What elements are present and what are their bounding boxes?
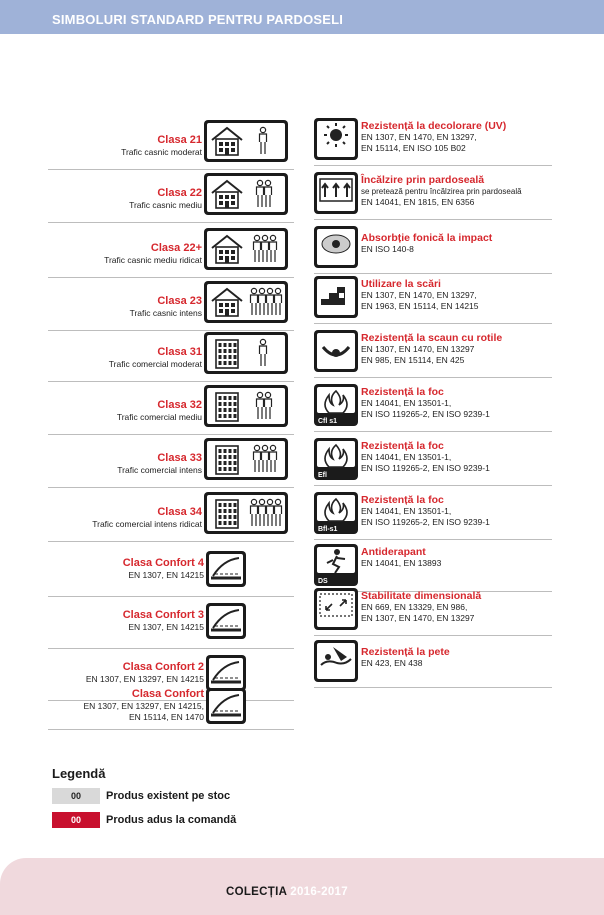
fire-icon xyxy=(314,438,358,480)
comfort-class-name: Clasa Confort 3 xyxy=(122,609,204,621)
comfort-class-text xyxy=(48,688,204,723)
comfort-class-standards: EN 1307, EN 13297, EN 14215 xyxy=(85,674,204,684)
row-divider xyxy=(48,434,294,435)
comfort-class-text xyxy=(48,609,204,633)
building-drawing xyxy=(208,496,246,530)
property-name: Rezistență la scaun cu rotile xyxy=(361,332,503,344)
people-drawing xyxy=(248,124,286,158)
fire-drawing xyxy=(317,387,355,415)
property-name: Încălzire prin pardoseală xyxy=(361,174,485,186)
building-drawing xyxy=(208,442,246,476)
traffic-class-name: Clasa 31 xyxy=(157,346,202,358)
traffic-class-row xyxy=(48,490,294,542)
traffic-class-description: Trafic casnic moderat xyxy=(121,147,202,157)
row-divider xyxy=(314,323,552,324)
property-row xyxy=(314,272,552,324)
sun-drawing xyxy=(317,121,355,149)
house-icon xyxy=(208,285,246,319)
traffic-class-row xyxy=(48,383,294,435)
traffic-class-text xyxy=(48,452,202,476)
traffic-class-name: Clasa 32 xyxy=(157,399,202,411)
traffic-class-name: Clasa 21 xyxy=(157,134,202,146)
property-standards: EN 14041, EN 13501-1, xyxy=(361,398,452,408)
property-text xyxy=(361,278,561,312)
traffic-class-row xyxy=(48,226,294,278)
comfort-class-standards: EN 1307, EN 14215 xyxy=(128,622,204,632)
class-number: 34 xyxy=(265,527,272,533)
comfort-class-text xyxy=(48,557,204,581)
building-icon xyxy=(208,336,246,370)
property-row xyxy=(314,380,552,432)
icon-inner xyxy=(209,691,243,721)
comfort-drawing xyxy=(209,554,243,584)
comfort-drawing xyxy=(209,691,243,721)
building-icon xyxy=(208,496,246,530)
icon-inner xyxy=(317,279,355,315)
people-icon xyxy=(248,389,286,423)
property-text xyxy=(361,494,561,528)
comfort-drawing xyxy=(209,606,243,636)
dimensional-stability-icon xyxy=(314,588,358,630)
floor-heating-drawing xyxy=(317,175,355,203)
traffic-class-text xyxy=(48,506,202,530)
property-standards: EN 14041, EN 1815, EN 6356 xyxy=(361,197,475,207)
comfort-drawing xyxy=(209,658,243,688)
fire-class-code: DS xyxy=(318,578,328,585)
people-icon xyxy=(248,124,286,158)
traffic-class-description: Trafic casnic intens xyxy=(129,308,202,318)
property-name: Stabilitate dimensională xyxy=(361,590,482,602)
icon-inner xyxy=(317,175,355,211)
footer-collection xyxy=(226,886,348,898)
comfort-class-standards: EN 1307, EN 13297, EN 14215, xyxy=(83,701,204,711)
comfort-class-text xyxy=(48,661,204,685)
property-text xyxy=(361,174,561,208)
floor-heating-icon xyxy=(314,172,358,214)
row-divider xyxy=(48,277,294,278)
stain-resistance-icon xyxy=(314,640,358,682)
dimensional-stability-drawing xyxy=(317,591,355,619)
house-icon xyxy=(208,232,246,266)
sound-absorption-drawing xyxy=(317,229,355,257)
residential-class-icon xyxy=(204,120,288,162)
commercial-class-icon xyxy=(204,492,288,534)
property-name: Rezistență la foc xyxy=(361,440,444,452)
property-row xyxy=(314,326,552,378)
property-standards: EN 1307, EN 1470, EN 13297, xyxy=(361,290,477,300)
house-drawing xyxy=(208,124,246,158)
traffic-class-name: Clasa 33 xyxy=(157,452,202,464)
traffic-class-name: Clasa 34 xyxy=(157,506,202,518)
comfort-class-standards: EN 1307, EN 14215 xyxy=(128,570,204,580)
commercial-class-icon xyxy=(204,332,288,374)
people-icon xyxy=(248,232,286,266)
residential-class-icon xyxy=(204,228,288,270)
fire-drawing xyxy=(317,441,355,469)
comfort-class-name: Clasa Confort 2 xyxy=(122,661,204,673)
traffic-class-row xyxy=(48,436,294,488)
property-row xyxy=(314,636,552,688)
property-standards: se pretează pentru încălzirea prin pardoseală xyxy=(361,187,522,196)
property-row xyxy=(314,488,552,540)
property-standards: EN ISO 140-8 xyxy=(361,244,414,254)
residential-class-icon xyxy=(204,281,288,323)
house-icon xyxy=(208,124,246,158)
property-name: Rezistență la decolorare (UV) xyxy=(361,120,507,132)
property-name: Antiderapant xyxy=(361,546,426,558)
icon-inner xyxy=(317,591,355,627)
castor-chair-icon xyxy=(314,330,358,372)
sun-icon xyxy=(314,118,358,160)
fire-icon xyxy=(314,384,358,426)
property-standards: EN ISO 119265-2, EN ISO 9239-1 xyxy=(361,517,490,527)
fire-drawing xyxy=(317,495,355,523)
people-drawing xyxy=(248,232,286,266)
traffic-class-text xyxy=(48,295,202,319)
fire-class-code: Cfl s1 xyxy=(318,418,338,425)
building-drawing xyxy=(208,336,246,370)
icon-inner xyxy=(209,554,243,584)
icon-inner xyxy=(317,387,355,413)
icon-inner xyxy=(317,441,355,467)
row-divider xyxy=(314,165,552,166)
icon-inner xyxy=(209,606,243,636)
people-icon xyxy=(248,336,286,370)
class-number: 21 xyxy=(265,155,272,161)
house-drawing xyxy=(208,177,246,211)
traffic-class-description: Trafic comercial moderat xyxy=(108,359,202,369)
commercial-class-icon xyxy=(204,438,288,480)
property-text xyxy=(361,546,561,569)
icon-inner xyxy=(209,658,243,688)
property-standards: EN 1963, EN 15114, EN 14215 xyxy=(361,301,479,311)
traffic-class-description: Trafic casnic mediu ridicat xyxy=(104,255,202,265)
sound-absorption-icon xyxy=(314,226,358,268)
traffic-class-text xyxy=(48,399,202,423)
commercial-class-icon xyxy=(204,385,288,427)
building-icon xyxy=(208,389,246,423)
people-drawing xyxy=(248,389,286,423)
property-standards: EN 985, EN 15114, EN 425 xyxy=(361,355,465,365)
property-standards: EN 14041, EN 13893 xyxy=(361,558,442,568)
traffic-class-text xyxy=(48,346,202,370)
house-drawing xyxy=(208,285,246,319)
stain-resistance-drawing xyxy=(317,643,355,671)
property-row xyxy=(314,168,552,220)
traffic-class-row xyxy=(48,118,294,170)
people-icon xyxy=(248,496,286,530)
row-divider xyxy=(314,219,552,220)
row-divider xyxy=(48,169,294,170)
property-name: Absorbție fonică la impact xyxy=(361,232,493,244)
legend-title: Legendă xyxy=(52,766,106,781)
property-standards: EN 1307, EN 1470, EN 13297 xyxy=(361,344,475,354)
icon-inner xyxy=(317,229,355,265)
people-icon xyxy=(248,285,286,319)
people-drawing xyxy=(248,336,286,370)
traffic-class-name: Clasa 22+ xyxy=(150,242,202,254)
icon-inner xyxy=(317,121,355,157)
property-name: Utilizare la scări xyxy=(361,278,441,290)
building-drawing xyxy=(208,389,246,423)
property-name: Rezistență la pete xyxy=(361,646,450,658)
comfort-class-icon xyxy=(206,551,246,587)
row-divider xyxy=(48,381,294,382)
traffic-class-text xyxy=(48,187,202,211)
property-text xyxy=(361,386,561,420)
icon-inner xyxy=(317,547,355,573)
property-name: Rezistență la foc xyxy=(361,386,444,398)
footer-collection-label: COLECȚIA xyxy=(226,886,287,898)
property-standards: EN 14041, EN 13501-1, xyxy=(361,506,452,516)
icon-inner xyxy=(317,495,355,521)
traffic-class-description: Trafic comercial mediu xyxy=(116,412,202,422)
property-text xyxy=(361,120,561,154)
castor-chair-drawing xyxy=(317,333,355,361)
traffic-class-row xyxy=(48,279,294,331)
property-text xyxy=(361,440,561,474)
comfort-class-row xyxy=(48,597,294,649)
comfort-class-icon xyxy=(206,688,246,724)
traffic-class-row xyxy=(48,171,294,223)
people-icon xyxy=(248,442,286,476)
people-drawing xyxy=(248,442,286,476)
anti-slip-icon xyxy=(314,544,358,586)
comfort-class-row xyxy=(48,545,294,597)
class-number: 22+ xyxy=(261,263,272,269)
anti-slip-drawing xyxy=(317,547,355,575)
traffic-class-description: Trafic comercial intens ridicat xyxy=(92,519,202,529)
row-divider xyxy=(48,222,294,223)
traffic-class-text xyxy=(48,242,202,266)
row-divider xyxy=(48,541,294,542)
row-divider xyxy=(314,431,552,432)
footer-years: 2016-2017 xyxy=(290,886,348,898)
class-number: 32 xyxy=(265,420,272,426)
property-row xyxy=(314,222,552,274)
property-text xyxy=(361,646,561,669)
legend-order-swatch: 00 xyxy=(52,812,100,828)
comfort-class-name: Clasa Confort 4 xyxy=(122,557,204,569)
property-row xyxy=(314,434,552,486)
property-standards: EN 15114, EN ISO 105 B02 xyxy=(361,143,466,153)
comfort-class-icon xyxy=(206,603,246,639)
traffic-class-row xyxy=(48,330,294,382)
house-drawing xyxy=(208,232,246,266)
traffic-class-description: Trafic casnic mediu xyxy=(129,200,202,210)
property-standards: EN 1307, EN 1470, EN 13297, xyxy=(361,132,477,142)
house-icon xyxy=(208,177,246,211)
comfort-class-standards: EN 15114, EN 1470 xyxy=(129,712,204,722)
people-icon xyxy=(248,177,286,211)
people-drawing xyxy=(248,496,286,530)
property-standards: EN ISO 119265-2, EN ISO 9239-1 xyxy=(361,463,490,473)
traffic-class-name: Clasa 23 xyxy=(157,295,202,307)
comfort-class-name: Clasa Confort xyxy=(131,688,204,700)
page-title: SIMBOLURI STANDARD PENTRU PARDOSELI xyxy=(52,12,344,27)
building-icon xyxy=(208,442,246,476)
property-standards: EN 669, EN 13329, EN 986, xyxy=(361,602,468,612)
icon-inner xyxy=(317,643,355,679)
property-text xyxy=(361,232,561,255)
people-drawing xyxy=(248,177,286,211)
property-standards: EN 1307, EN 1470, EN 13297 xyxy=(361,613,475,623)
class-number: 31 xyxy=(265,367,272,373)
row-divider xyxy=(314,485,552,486)
property-text xyxy=(361,590,561,624)
row-divider xyxy=(48,487,294,488)
fire-icon xyxy=(314,492,358,534)
traffic-class-name: Clasa 22 xyxy=(157,187,202,199)
traffic-class-description: Trafic comercial intens xyxy=(117,465,202,475)
icon-inner xyxy=(317,333,355,369)
stairs-drawing xyxy=(317,279,355,307)
row-divider xyxy=(314,377,552,378)
property-row xyxy=(314,584,552,636)
residential-class-icon xyxy=(204,173,288,215)
legend-order-label: Produs adus la comandă xyxy=(106,814,237,826)
property-name: Rezistență la foc xyxy=(361,494,444,506)
property-standards: EN 423, EN 438 xyxy=(361,658,423,668)
comfort-class-icon xyxy=(206,655,246,691)
stairs-icon xyxy=(314,276,358,318)
people-drawing xyxy=(248,285,286,319)
class-number: 22 xyxy=(265,208,272,214)
legend-stock-swatch: 00 xyxy=(52,788,100,804)
property-standards: EN 14041, EN 13501-1, xyxy=(361,452,452,462)
comfort-class-row xyxy=(48,688,294,730)
row-divider xyxy=(48,729,294,730)
fire-class-code: Bfl-s1 xyxy=(318,526,338,533)
page-header xyxy=(0,0,604,36)
fire-class-code: Efl xyxy=(318,472,327,479)
legend-stock-label: Produs existent pe stoc xyxy=(106,790,231,802)
traffic-class-text xyxy=(48,134,202,158)
property-standards: EN ISO 119265-2, EN ISO 9239-1 xyxy=(361,409,490,419)
class-number: 23 xyxy=(265,316,272,322)
property-text xyxy=(361,332,561,366)
property-row xyxy=(314,114,552,166)
row-divider xyxy=(314,687,552,688)
class-number: 33 xyxy=(265,473,272,479)
